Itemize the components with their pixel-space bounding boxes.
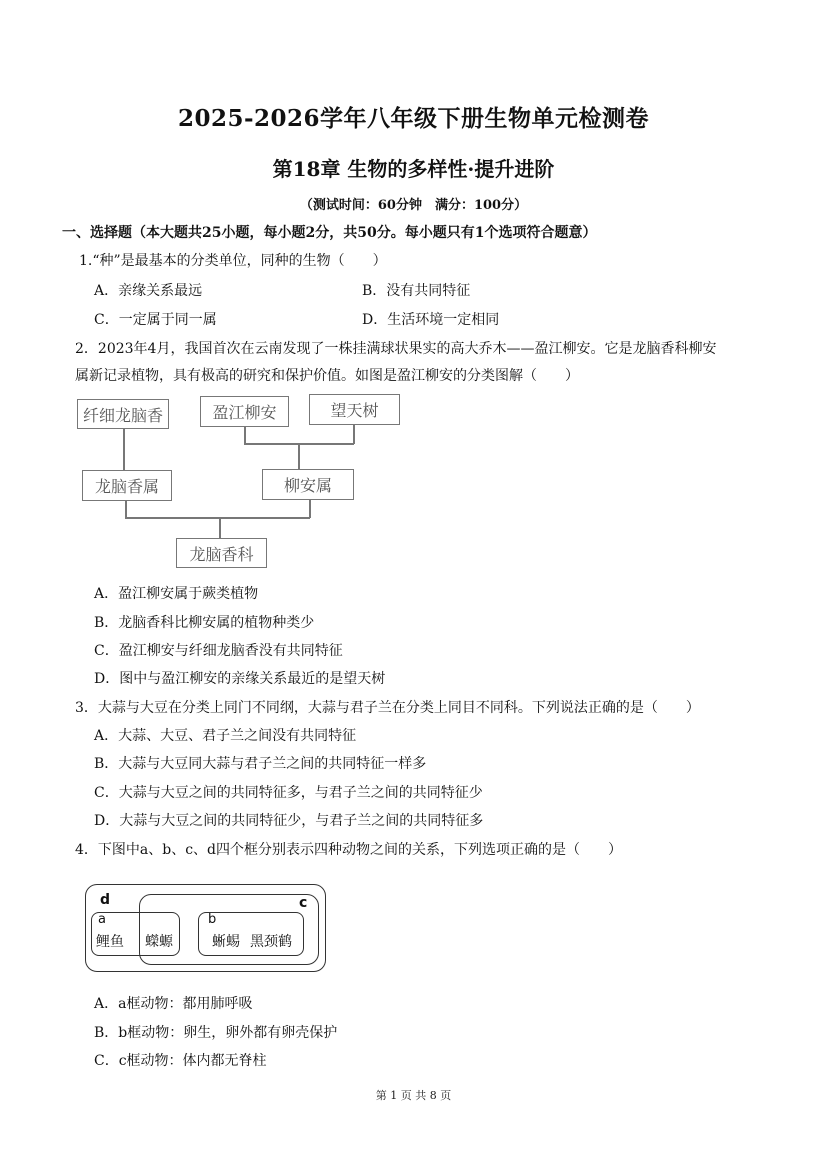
label-b: b <box>208 912 217 927</box>
question-2-option-a: A．盈江柳安属于蕨类植物 <box>94 586 259 602</box>
page-footer: 第 1 页 共 8 页 <box>375 1089 452 1102</box>
question-2-option-c: C．盈江柳安与纤细龙脑香没有共同特征 <box>94 643 343 659</box>
label-c: c <box>299 895 308 911</box>
connector-line <box>309 500 311 518</box>
node-liuan-genus: 柳安属 <box>262 469 354 500</box>
question-2-stem-line2: 属新记录植物，具有极高的研究和保护价值。如图是盈江柳安的分类图解（ ） <box>75 368 579 384</box>
chapter-subtitle: 第18章 生物的多样性·提升进阶 <box>272 157 555 181</box>
question-1-option-c: C．一定属于同一属 <box>94 312 217 328</box>
connector-line <box>353 425 355 444</box>
page-title: 2025-2026学年八年级下册生物单元检测卷 <box>177 105 650 132</box>
question-1-option-d: D．生活环境一定相同 <box>362 312 500 328</box>
connector-line <box>125 501 127 518</box>
node-xianxi-longnaoxiang: 纤细龙脑香 <box>77 399 169 429</box>
question-3-option-d: D．大蒜与大豆之间的共同特征少，与君子兰之间的共同特征多 <box>94 813 484 829</box>
question-4-option-a: A．a框动物：都用肺呼吸 <box>94 996 253 1012</box>
connector-line <box>125 517 310 519</box>
connector-line <box>298 443 300 469</box>
question-3-stem: 3．大蒜与大豆在分类上同门不同纲，大蒜与君子兰在分类上同目不同科。下列说法正确的是（ ） <box>75 700 700 716</box>
question-4-stem: 4．下图中a、b、c、d四个框分别表示四种动物之间的关系，下列选项正确的是（ ） <box>75 842 623 858</box>
connector-line <box>219 517 221 538</box>
question-1-option-b: B．没有共同特征 <box>362 283 471 299</box>
question-1-option-a: A．亲缘关系最远 <box>94 283 203 299</box>
question-4-option-b: B．b框动物：卵生，卵外都有卵壳保护 <box>94 1025 338 1041</box>
animal-black-necked-crane: 黑颈鹤 <box>250 934 292 950</box>
question-4-option-c: C．c框动物：体内都无脊柱 <box>94 1053 267 1069</box>
node-yingjiang-liuan: 盈江柳安 <box>200 396 289 427</box>
test-time-info: （测试时间：60分钟 满分：100分） <box>299 198 528 213</box>
animal-lizard: 蜥蜴 <box>212 934 240 950</box>
question-1-stem: 1.“种”是最基本的分类单位，同种的生物（ ） <box>79 253 387 269</box>
node-wangtianshu: 望天树 <box>309 394 400 425</box>
connector-line <box>123 429 125 470</box>
node-longnaoxiang-genus: 龙脑香属 <box>82 470 172 501</box>
node-longnaoxiang-family: 龙脑香科 <box>176 538 267 568</box>
question-3-option-c: C．大蒜与大豆之间的共同特征多，与君子兰之间的共同特征少 <box>94 785 483 801</box>
animal-carp: 鲤鱼 <box>96 934 124 950</box>
question-2-option-d: D．图中与盈江柳安的亲缘关系最近的是望天树 <box>94 671 386 687</box>
animal-salamander: 蠑螈 <box>145 934 173 950</box>
section-heading: 一、选择题（本大题共25小题，每小题2分，共50分。每小题只有1个选项符合题意） <box>62 225 597 241</box>
connector-line <box>244 427 246 444</box>
question-3-option-b: B．大蒜与大豆同大蒜与君子兰之间的共同特征一样多 <box>94 756 427 772</box>
question-2-stem-line1: 2．2023年4月，我国首次在云南发现了一株挂满球状果实的高大乔木——盈江柳安。它是龙脑香科柳安 <box>75 341 717 357</box>
label-d: d <box>100 892 111 908</box>
question-2-option-b: B．龙脑香科比柳安属的植物种类少 <box>94 615 315 631</box>
label-a: a <box>98 912 106 927</box>
question-3-option-a: A．大蒜、大豆、君子兰之间没有共同特征 <box>94 728 357 744</box>
